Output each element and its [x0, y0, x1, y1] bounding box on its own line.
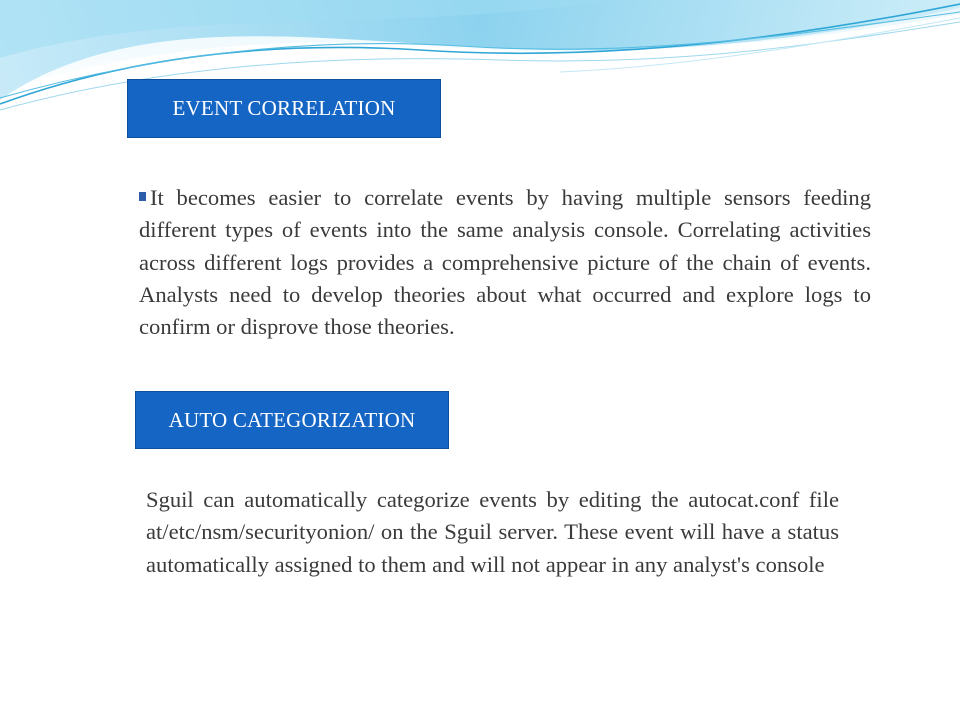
event-correlation-text: It becomes easier to correlate events by having multiple sensors feeding different types of events into the same analysis console. Correlating activities across different logs provides a comprehensive picture of the chain of events. Analysts need to develop theories about what occurred and explore logs to confirm or disprove those theories.: [139, 185, 871, 340]
event-correlation-heading: [127, 79, 441, 138]
event-correlation-paragraph: [139, 182, 871, 343]
event-correlation-heading-text: EVENT CORRELATION: [172, 96, 396, 120]
auto-categorization-heading: [135, 391, 449, 449]
auto-categorization-heading-text: AUTO CATEGORIZATION: [168, 407, 416, 432]
square-bullet-icon: [139, 192, 146, 201]
auto-categorization-text: Sguil can automatically categorize events by editing the autocat.conf file at/etc/nsm/securityonion/ on the Sguil server. These event will have a status automatically assigned to them and will not appear in any analyst's console: [146, 487, 839, 577]
auto-categorization-paragraph: [146, 484, 839, 581]
